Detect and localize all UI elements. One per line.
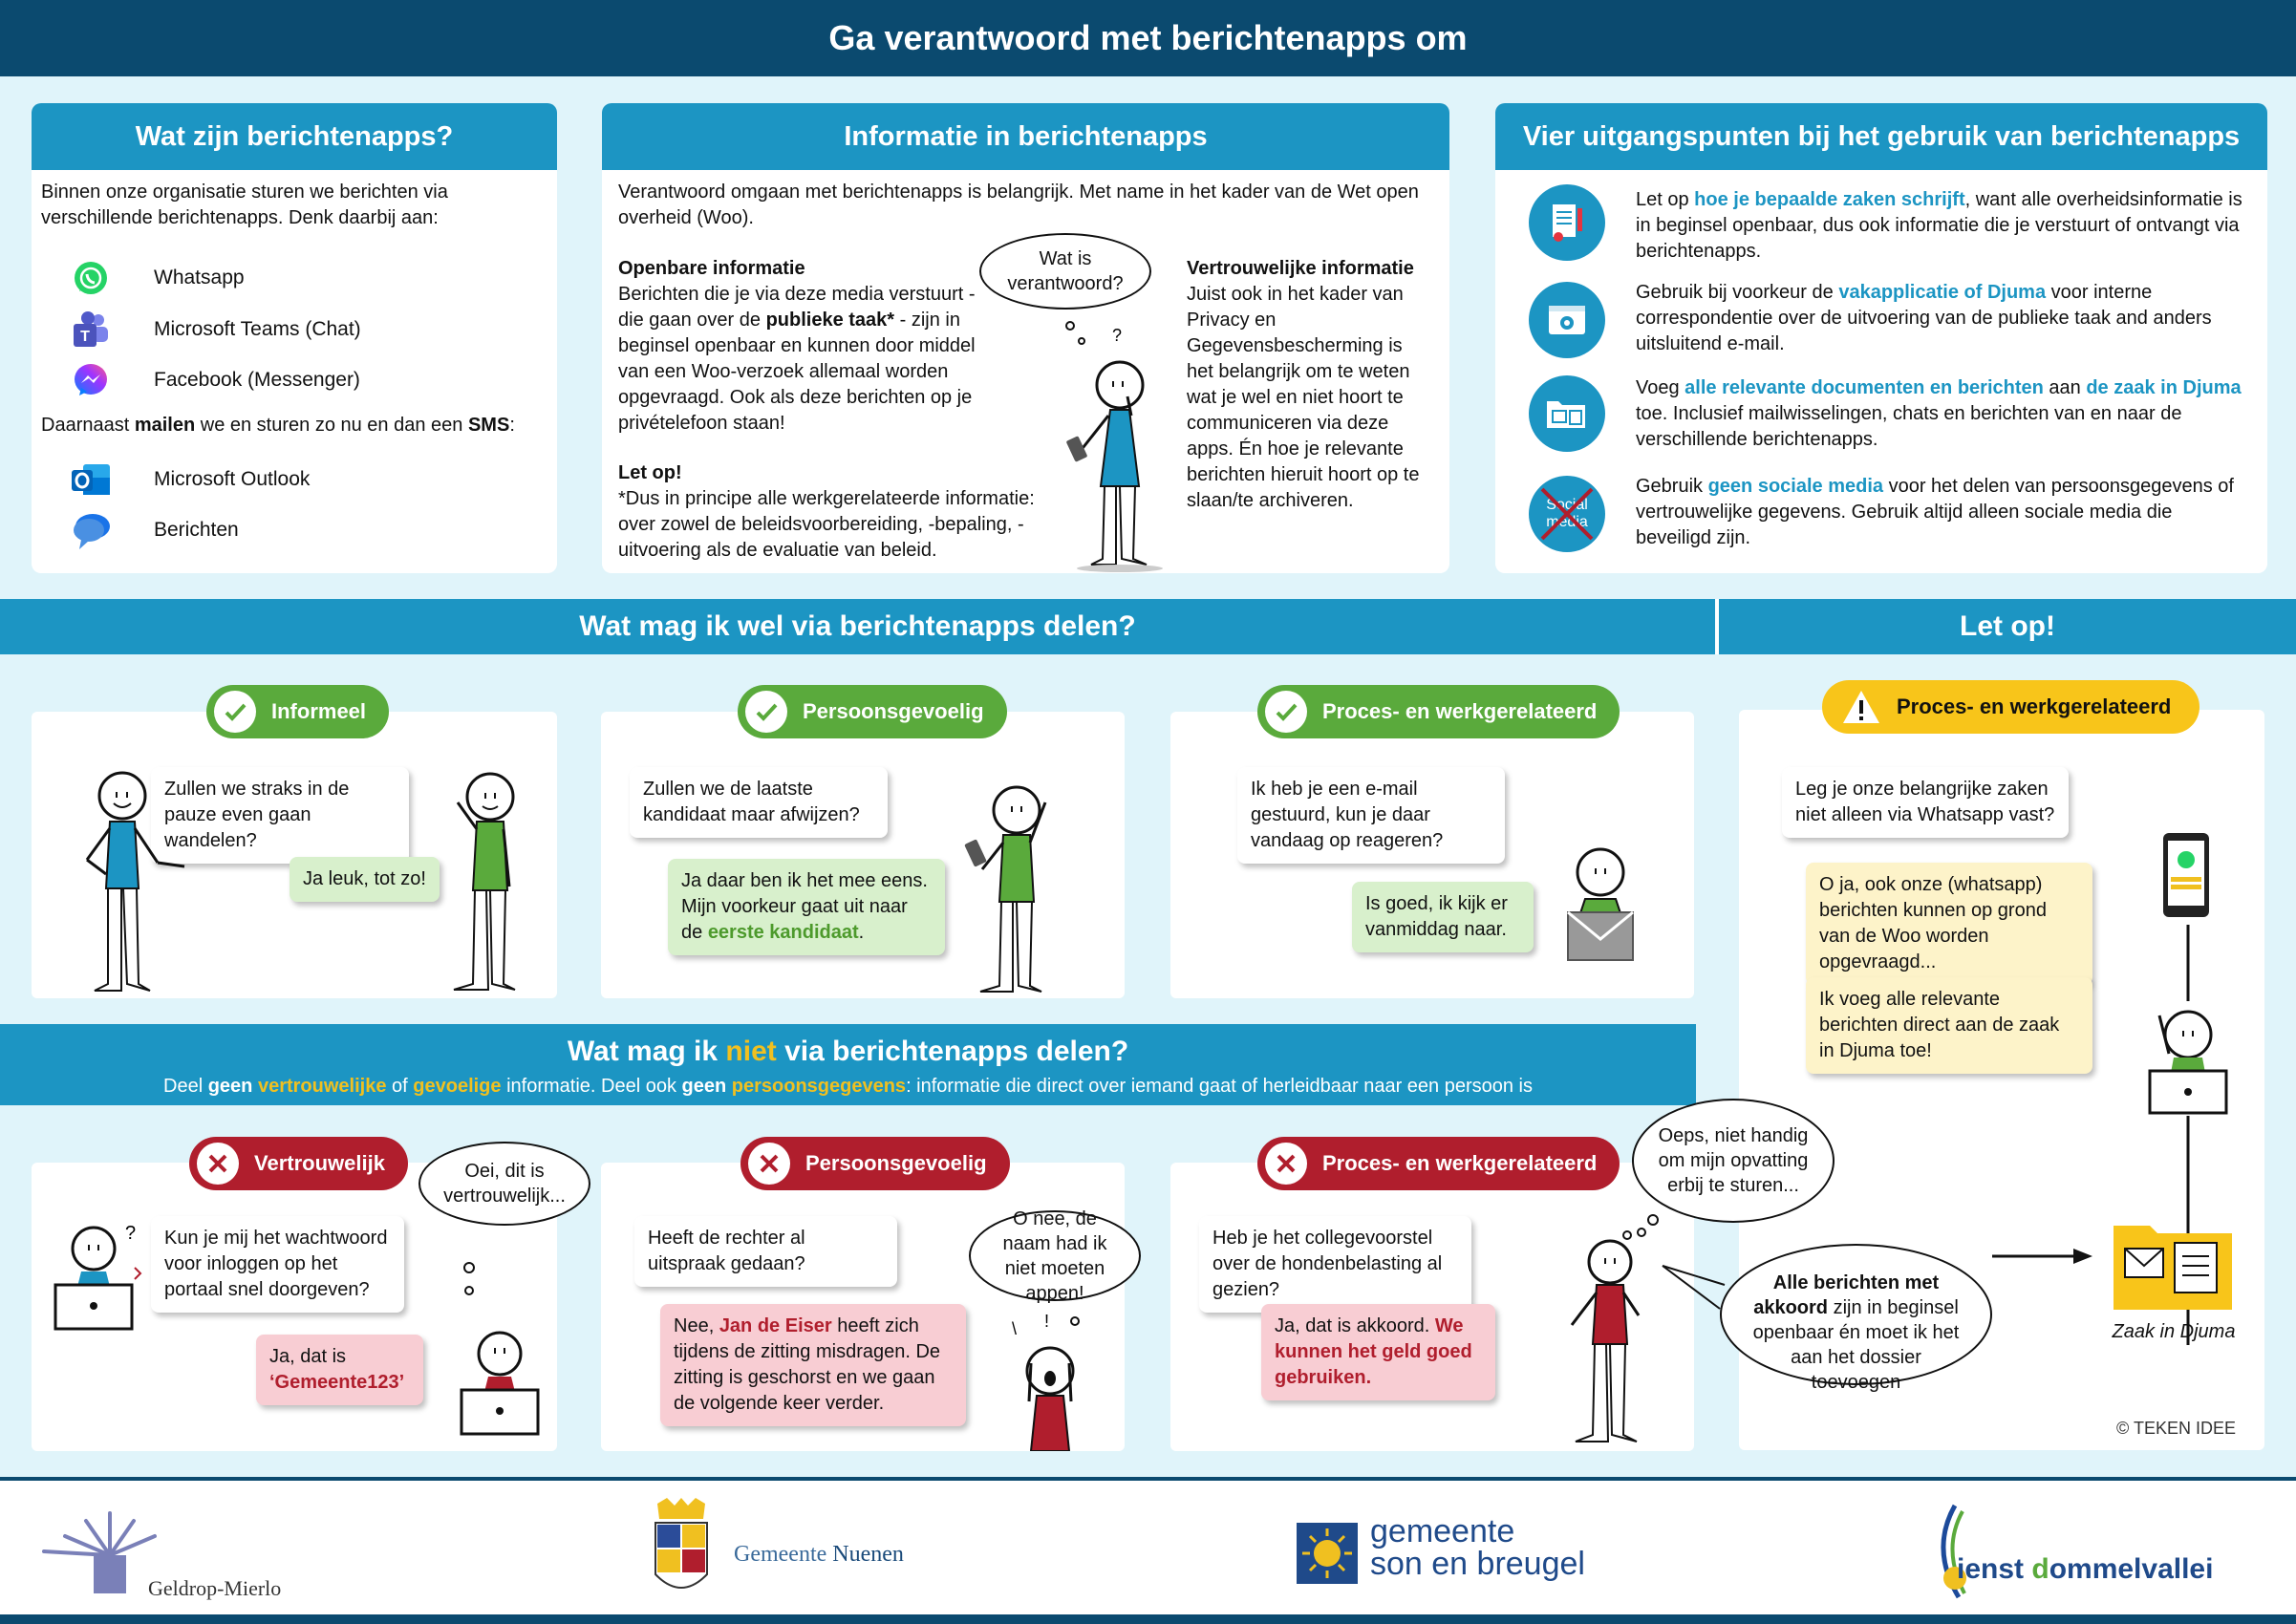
svg-text:\: \: [1012, 1319, 1018, 1338]
nuenen-crest-logo: [650, 1498, 713, 1605]
label-process-not-allowed: Proces- en werkgerelateerd: [1257, 1137, 1620, 1190]
person-green-phone-illustration: [950, 783, 1084, 998]
thought-bubble: Oei, dit is vertrouwelijk...: [418, 1142, 590, 1226]
person-laptop-illustration: [2131, 996, 2236, 1121]
messages-icon: [70, 509, 112, 551]
answer-bubble: Ja, dat is ‘Gemeente123’: [256, 1335, 423, 1405]
principle-1: Let op hoe je bepaalde zaken schrijft, want alle overheidsinformatie is in beginsel openbaar, dus ook informatie die je verstuurt of ontvangt via berichtenapps.: [1636, 189, 2242, 262]
label-personal-allowed: Persoonsgevoelig: [738, 685, 1007, 738]
thought-bubble: Wat is verantwoord?: [979, 233, 1151, 310]
geldrop-mierlo-logo-text: Geldrop-Mierlo: [148, 1576, 282, 1600]
check-icon: [214, 691, 256, 733]
question-bubble: Kun je mij het wachtwoord voor inloggen op het portaal snel doorgeven?: [151, 1216, 404, 1313]
answer-bubble-2: Ik voeg alle relevante berichten direct aan de zaak in Djuma toe!: [1806, 977, 2092, 1074]
thought-bubble-approval: Alle berichten met akkoord zijn in beginsel openbaar én moet ik het aan het dossier toevoegen: [1720, 1244, 1992, 1385]
not-allowed-card-personal: [601, 1163, 1125, 1451]
nuenen-logo-text: Gemeente Nuenen: [734, 1542, 904, 1567]
not-allowed-band: [0, 1024, 1696, 1105]
allowed-band: Wat mag ik wel via berichtenapps delen?: [0, 599, 1715, 654]
answer-bubble: Ja daar ben ik het mee eens. Mijn voorkeur gaat uit naar de eerste kandidaat.: [668, 859, 945, 955]
what-are-title: Wat zijn berichtenapps?: [32, 103, 557, 170]
conf-info-text: Juist ook in het kader van Privacy en Gegevensbescherming is het belangrijk om te weten wat je wel en niet hoort te communiceren via deze apps. Én hoe je relevante berichten hieruit hoort op te slaan/te archiveren.: [1187, 284, 1420, 511]
allowed-card-informal: [32, 712, 557, 998]
label-personal-not-allowed: Persoonsgevoelig: [740, 1137, 1010, 1190]
app-settings-icon: [1529, 282, 1605, 358]
question-bubble: Heeft de rechter al uitspraak gedaan?: [634, 1216, 897, 1287]
question-bubble: Heb je het collegevoorstel over de hondenbelasting al gezien?: [1199, 1216, 1471, 1313]
answer-bubble: Ja, dat is akkoord. We kunnen het geld goed gebruiken.: [1261, 1304, 1495, 1400]
not-allowed-card-process: [1170, 1163, 1694, 1451]
principles-title: Vier uitgangspunten bij het gebruik van berichtenapps: [1495, 103, 2267, 170]
question-bubble: Zullen we straks in de pauze even gaan wandelen?: [151, 767, 409, 864]
app-messages: Berichten: [70, 506, 239, 554]
not-allowed-title: Wat mag ik niet via berichtenapps delen?: [567, 1036, 1129, 1067]
note-title: Let op!: [618, 462, 682, 483]
principle-3: Voeg alle relevante documenten en berichten aan de zaak in Djuma toe. Inclusief mailwisselingen, chats en berichten van en naar de verschillende berichtenapps.: [1636, 377, 2242, 450]
principle-4: Gebruik geen sociale media voor het delen van persoonsgegevens of vertrouwelijke gegevens. Gebruik altijd alleen sociale media die beveiligd zijn.: [1636, 476, 2234, 548]
info-intro: Verantwoord omgaan met berichtenapps is belangrijk. Met name in het kader van de Wet open overheid (Woo).: [618, 182, 1419, 228]
label-process-allowed: Proces- en werkgerelateerd: [1257, 685, 1620, 738]
what-are-intro: Binnen onze organisatie sturen we berichten via verschillende berichtenapps. Denk daarbij aan:: [41, 182, 448, 228]
whatsapp-icon: [70, 257, 112, 299]
folder-docs-icon: [1529, 375, 1605, 452]
svg-text:?: ?: [125, 1223, 137, 1244]
info-panel: [602, 103, 1449, 573]
label-attention: Proces- en werkgerelateerd: [1822, 680, 2199, 734]
person-laptop-worried-illustration: [41, 1210, 146, 1344]
person-shocked-illustration: [1002, 1306, 1098, 1451]
svg-text:!: !: [1044, 1312, 1050, 1331]
answer-bubble-1: O ja, ook onze (whatsapp) berichten kunnen op grond van de Woo worden opgevraagd...: [1806, 863, 2092, 985]
thinking-person-illustration: [1032, 309, 1194, 573]
question-bubble: Zullen we de laatste kandidaat maar afwijzen?: [630, 767, 888, 838]
app-messenger: Facebook (Messenger): [70, 356, 360, 404]
principle-2: Gebruik bij voorkeur de vakapplicatie of Djuma voor interne correspondentie over de uitvoering van de publieke taak and anders uitsluitend e-mail.: [1636, 282, 2212, 354]
conf-info-title: Vertrouwelijke informatie: [1187, 258, 1414, 279]
check-icon: [745, 691, 787, 733]
not-allowed-subtitle: Deel geen vertrouwelijke of gevoelige informatie. Deel ook geen persoonsgegevens: informatie die direct over iemand gaat of herleidbaar naar een persoon is: [163, 1076, 1533, 1097]
thought-bubble-oops: Oeps, niet handig om mijn opvatting erbij te sturen...: [1632, 1099, 1835, 1223]
public-info-text: Berichten die je via deze media verstuurt - die gaan over de publieke taak* - zijn in beginsel openbaar en kunnen door middel van een Woo-verzoek allemaal worden opgevraagd. Ook als deze berichten op je privételefoon staan!: [618, 284, 976, 434]
question-bubble: Ik heb je een e-mail gestuurd, kun je daar vandaag op reageren?: [1237, 767, 1505, 864]
note-text: *Dus in principe alle werkgerelateerde informatie: over zowel de beleidsvoorbereiding, -bepaling, -uitvoering als de evaluatie van beleid.: [618, 488, 1035, 561]
outlook-icon: [70, 459, 112, 501]
geldrop-mierlo-tree-logo: [36, 1507, 161, 1595]
cross-icon: [748, 1143, 790, 1185]
app-outlook: Microsoft Outlook: [70, 456, 310, 503]
allowed-card-personal: [601, 712, 1125, 998]
attention-band: Let op!: [1719, 599, 2296, 654]
answer-bubble: Is goed, ik kijk er vanmiddag naar.: [1352, 882, 1534, 952]
person-laptop-shocked-illustration: [452, 1249, 547, 1440]
what-are-panel: [32, 103, 557, 573]
answer-bubble: Nee, Jan de Eiser heeft zich tijdens de zitting misdragen. De zitting is geschorst en we gaan de volgende keer verder.: [660, 1304, 966, 1426]
son-en-breugel-sun-logo: [1295, 1521, 1360, 1586]
person-blue-illustration: [51, 769, 204, 998]
question-bubble: Leg je onze belangrijke zaken niet alleen via Whatsapp vast?: [1782, 767, 2069, 838]
check-icon: [1265, 691, 1307, 733]
warning-icon: [1841, 689, 1881, 725]
svg-text:T: T: [80, 329, 90, 345]
svg-text:?: ?: [1112, 326, 1123, 345]
app-whatsapp: Whatsapp: [70, 254, 245, 302]
public-info-title: Openbare informatie: [618, 258, 805, 279]
footer-bottom-line: [0, 1614, 2296, 1624]
person-envelope-illustration: [1553, 845, 1648, 970]
connector-arrows-illustration: [1624, 1204, 2121, 1357]
not-allowed-card-confidential: [32, 1161, 566, 1451]
label-informal: Informeel: [206, 685, 389, 738]
label-confidential: Vertrouwelijk: [189, 1137, 408, 1190]
thought-bubble: O nee, de naam had ik niet moeten appen!: [969, 1210, 1141, 1301]
cross-icon: [197, 1143, 239, 1185]
footer: [0, 1481, 2296, 1624]
cross-icon: [1265, 1143, 1307, 1185]
messenger-icon: [70, 359, 112, 401]
allowed-card-process: [1170, 712, 1694, 998]
also-mail-line: Daarnaast mailen we en sturen zo nu en dan een SMS:: [41, 415, 515, 436]
phone-whatsapp-illustration: [2157, 829, 2215, 925]
principles-panel: [1495, 103, 2267, 573]
dienst-dommelvallei-logo-text: ienst dommelvallei: [1957, 1553, 2214, 1585]
person-green-illustration: [433, 764, 538, 998]
credit: © TEKEN IDEE: [2116, 1419, 2236, 1438]
no-social-media-icon: Social media: [1529, 476, 1605, 552]
app-teams: T Microsoft Teams (Chat): [70, 306, 361, 353]
teams-icon: [70, 309, 112, 351]
info-title: Informatie in berichtenapps: [602, 103, 1449, 170]
page-title: Ga verantwoord met berichtenapps om: [0, 0, 2296, 76]
son-en-breugel-logo-text: gemeente son en breugel: [1370, 1513, 1585, 1582]
document-pen-icon: [1529, 184, 1605, 261]
case-folder-icon: [2112, 1216, 2234, 1312]
answer-bubble: Ja leuk, tot zo!: [290, 857, 440, 902]
case-label: Zaak in Djuma: [2112, 1321, 2236, 1342]
